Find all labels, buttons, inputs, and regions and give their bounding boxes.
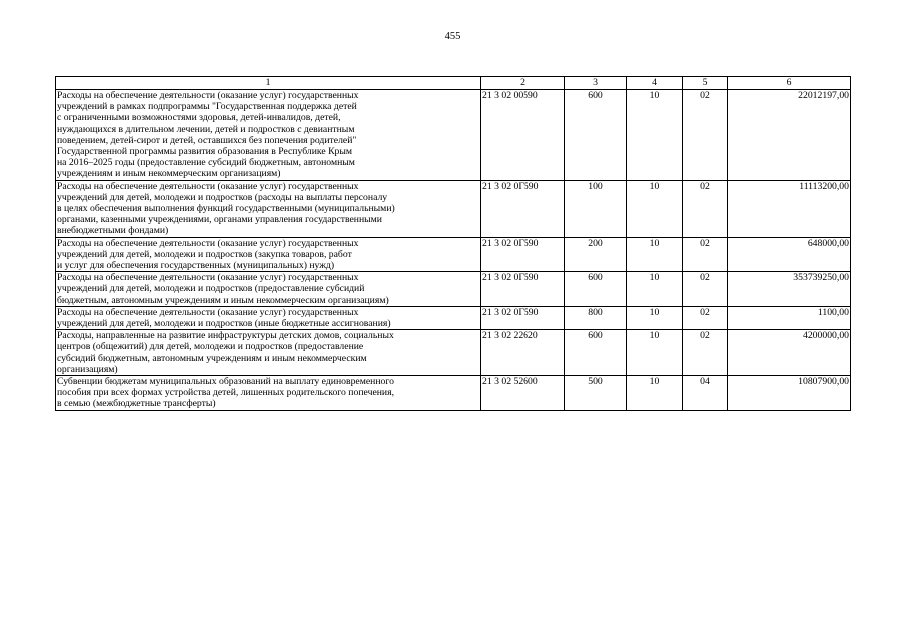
row-expense-type: 200 [565,237,627,272]
row-section: 10 [627,237,683,272]
page-number: 455 [444,31,461,42]
row-subsection: 02 [683,180,728,237]
row-expense-type: 600 [565,272,627,307]
row-section: 10 [627,376,683,411]
row-expense-type: 500 [565,376,627,411]
row-subsection: 02 [683,306,728,329]
row-target-code: 21 3 02 22620 [481,330,565,376]
row-target-code: 21 3 02 00590 [481,90,565,181]
column-header-description: 1 [56,77,481,90]
table-row [56,272,851,307]
row-target-code: 21 3 02 0Г590 [481,237,565,272]
row-expense-type: 800 [565,306,627,329]
table-row [56,376,851,411]
row-subsection: 02 [683,330,728,376]
row-description: Субвенции бюджетам муниципальных образований на выплату единовременного пособия при всех формах устройства детей, лишенных родительского попечения, в семью (межбюджетные трансферты) [56,376,481,411]
row-section: 10 [627,306,683,329]
table-row [56,237,851,272]
row-target-code: 21 3 02 0Г590 [481,180,565,237]
row-expense-type: 600 [565,330,627,376]
row-amount: 1100,00 [728,306,851,329]
row-expense-type: 600 [565,90,627,181]
row-subsection: 04 [683,376,728,411]
row-amount: 4200000,00 [728,330,851,376]
row-description: Расходы на обеспечение деятельности (оказание услуг) государственных учреждений в рамках подпрограммы "Государственная поддержка детей с ограниченными возможностями здоровья, детей-инвалидов, детей, нуждающихся в длительном лечении, детей и подростков с девиантным поведением, детей-сирот и детей, оставшихся без попечения родителей" Государственной программы развития образования в Республике Крым на 2016–2025 годы (предоставление субсидий бюджетным, автономным учреждениям и иным некоммерческим организациям) [56,90,481,181]
column-header-section: 4 [627,77,683,90]
row-target-code: 21 3 02 0Г590 [481,272,565,307]
table-header-row [56,77,851,90]
row-section: 10 [627,90,683,181]
column-header-subsection: 5 [683,77,728,90]
column-header-amount: 6 [728,77,851,90]
table-row [56,90,851,181]
column-header-expense-type: 3 [565,77,627,90]
row-target-code: 21 3 02 52600 [481,376,565,411]
table-row [56,306,851,329]
row-amount: 11113200,00 [728,180,851,237]
row-expense-type: 100 [565,180,627,237]
row-subsection: 02 [683,90,728,181]
row-description: Расходы на обеспечение деятельности (оказание услуг) государственных учреждений для детей, молодежи и подростков (иные бюджетные ассигнования) [56,306,481,329]
budget-table [55,76,851,411]
row-amount: 648000,00 [728,237,851,272]
table-row [56,180,851,237]
table-row [56,330,851,376]
row-section: 10 [627,180,683,237]
row-subsection: 02 [683,237,728,272]
row-description: Расходы, направленные на развитие инфраструктуры детских домов, социальных центров (общежитий) для детей, молодежи и подростков (предоставление субсидий бюджетным, автономным учреждениям и иным некоммерческим организациям) [56,330,481,376]
row-amount: 353739250,00 [728,272,851,307]
column-header-code: 2 [481,77,565,90]
row-description: Расходы на обеспечение деятельности (оказание услуг) государственных учреждений для детей, молодежи и подростков (предоставление субсидий бюджетным, автономным учреждениям и иным некоммерческим организациям) [56,272,481,307]
row-subsection: 02 [683,272,728,307]
row-target-code: 21 3 02 0Г590 [481,306,565,329]
row-section: 10 [627,272,683,307]
row-description: Расходы на обеспечение деятельности (оказание услуг) государственных учреждений для детей, молодежи и подростков (закупка товаров, работ и услуг для обеспечения государственных (муниципальных) нужд) [56,237,481,272]
row-section: 10 [627,330,683,376]
row-amount: 10807900,00 [728,376,851,411]
row-description: Расходы на обеспечение деятельности (оказание услуг) государственных учреждений для детей, молодежи и подростков (расходы на выплаты персоналу в целях обеспечения выполнения функций государственными (муниципальными) органами, казенными учреждениями, органами управления государственными внебюджетными фондами) [56,180,481,237]
row-amount: 22012197,00 [728,90,851,181]
